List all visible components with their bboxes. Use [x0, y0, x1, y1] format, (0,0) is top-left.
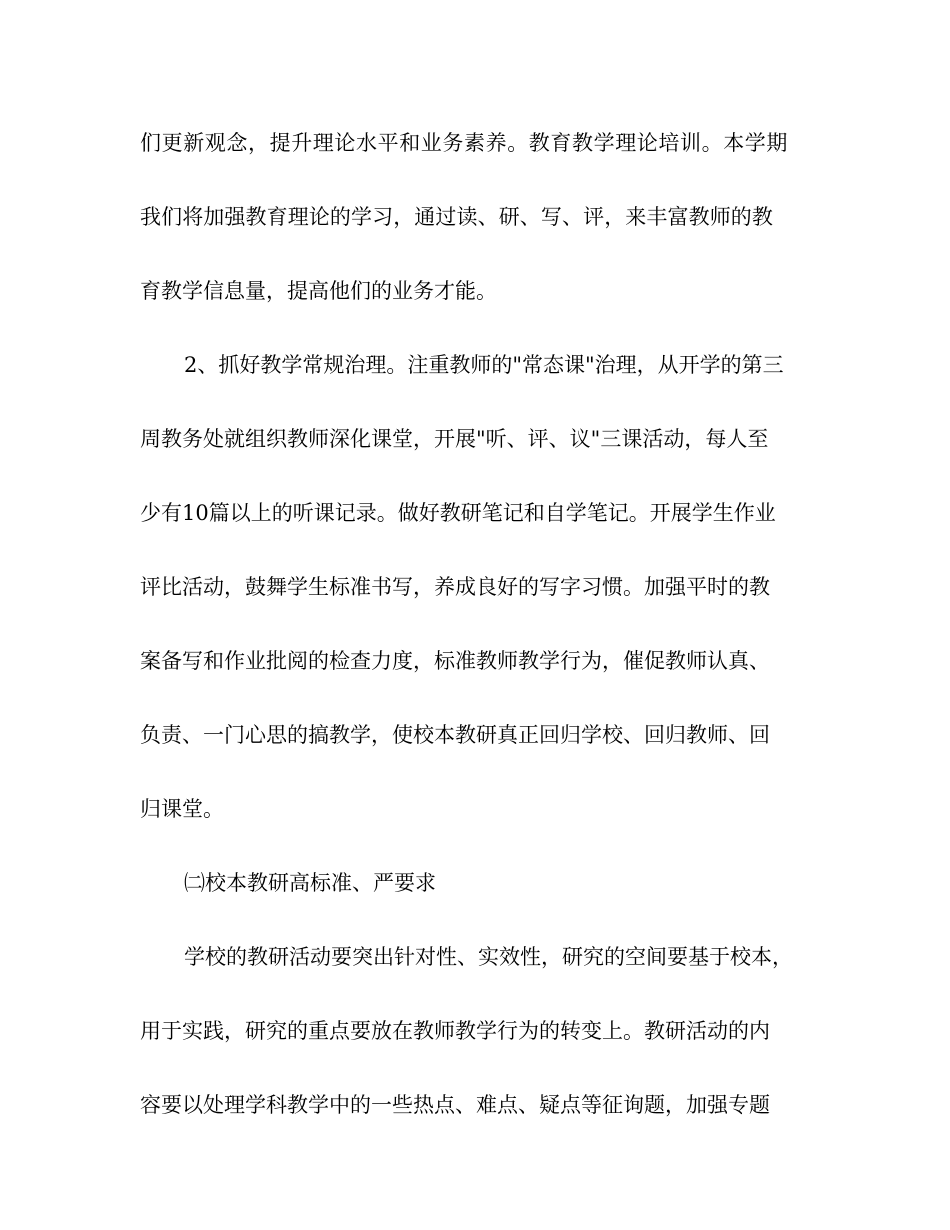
- text-line: 负责、一门心思的搞教学，使校本教研真正回归学校、回归教师、回: [140, 723, 770, 747]
- text-line: 我们将加强教育理论的学习，通过读、研、写、评，来丰富教师的教: [140, 205, 773, 229]
- text-line: 评比活动，鼓舞学生标准书写，养成良好的写字习惯。加强平时的教: [140, 575, 770, 599]
- text-line: 周教务处就组织教师深化课堂，开展"听、评、议"三课活动，每人至: [140, 427, 769, 451]
- text-line: 归课堂。: [140, 797, 224, 821]
- text-line: 学校的教研活动要突出针对性、实效性，研究的空间要基于校本，: [184, 945, 793, 969]
- text-line: 少有10篇以上的听课记录。做好教研笔记和自学笔记。开展学生作业: [140, 501, 776, 525]
- section-heading: ㈡校本教研高标准、严要求: [184, 871, 436, 895]
- text-line: 案备写和作业批阅的检查力度，标准教师教学行为，催促教师认真、: [140, 649, 770, 673]
- text-line: 用于实践，研究的重点要放在教师教学行为的转变上。教研活动的内: [140, 1019, 770, 1043]
- text-line: 育教学信息量，提高他们的业务才能。: [140, 279, 497, 303]
- text-line: 容要以处理学科教学中的一些热点、难点、疑点等征询题，加强专题: [140, 1093, 770, 1117]
- text-line: 们更新观念，提升理论水平和业务素养。教育教学理论培训。本学期: [140, 131, 788, 155]
- text-line: 2、抓好教学常规治理。注重教师的"常态课"治理，从开学的第三: [184, 353, 784, 377]
